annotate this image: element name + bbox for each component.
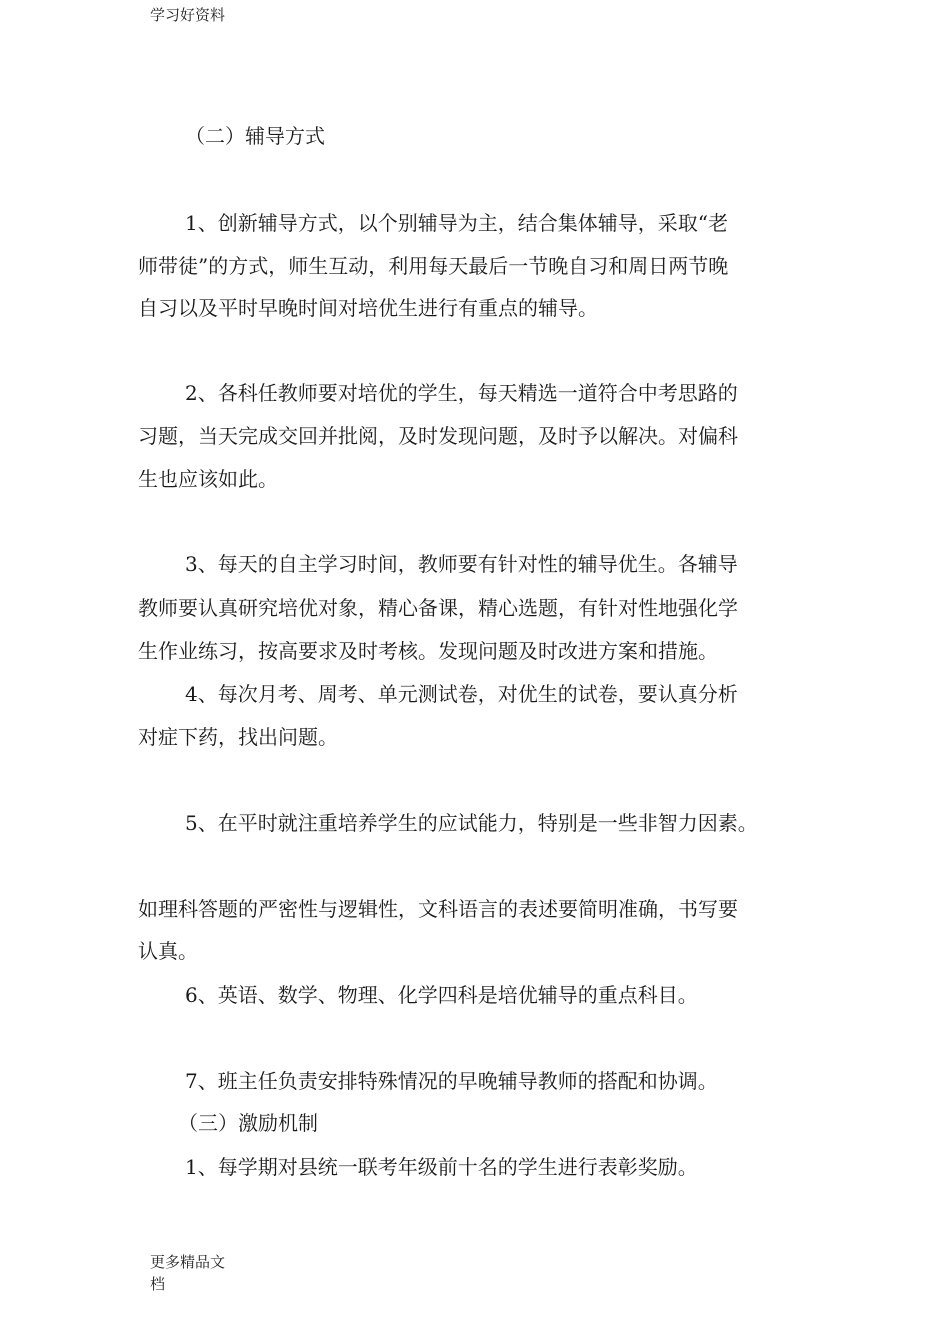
paragraph-1-line-3: 自习以及平时早晚时间对培优生进行有重点的辅导。 bbox=[138, 296, 598, 320]
paragraph-3-line-1: 3、每天的自主学习时间，教师要有针对性的辅导优生。各辅导 bbox=[185, 552, 738, 576]
paragraph-5-line-2: 如理科答题的严密性与逻辑性，文科语言的表述要简明准确，书写要 bbox=[138, 897, 738, 921]
paragraph-2-line-2: 习题，当天完成交回并批阅，及时发现问题，及时予以解决。对偏科 bbox=[138, 424, 738, 448]
page-header: 学习好资料 bbox=[150, 6, 226, 24]
page-footer bbox=[150, 1251, 250, 1295]
paragraph-1-line-1: 1、创新辅导方式，以个别辅导为主，结合集体辅导，采取“老 bbox=[185, 211, 728, 235]
paragraph-4-line-1: 4、每次月考、周考、单元测试卷，对优生的试卷，要认真分析 bbox=[185, 682, 738, 706]
paragraph-4-line-2: 对症下药，找出问题。 bbox=[138, 725, 338, 749]
section-3-paragraph-1: 1、每学期对县统一联考年级前十名的学生进行表彰奖励。 bbox=[185, 1155, 698, 1179]
paragraph-3-line-3: 生作业练习，按高要求及时考核。发现问题及时改进方案和措施。 bbox=[138, 639, 718, 663]
footer-line-1: 更多精品文 bbox=[150, 1253, 226, 1271]
section-heading-2: （二）辅导方式 bbox=[185, 124, 325, 148]
section-heading-3: （三）激励机制 bbox=[178, 1111, 318, 1135]
footer-line-2: 档 bbox=[150, 1275, 166, 1293]
paragraph-5-line-1: 5、在平时就注重培养学生的应试能力，特别是一些非智力因素。 bbox=[185, 811, 758, 835]
paragraph-7: 7、班主任负责安排特殊情况的早晚辅导教师的搭配和协调。 bbox=[185, 1069, 718, 1093]
paragraph-3-line-2: 教师要认真研究培优对象，精心备课，精心选题，有针对性地强化学 bbox=[138, 596, 738, 620]
paragraph-1-line-2: 师带徒”的方式，师生互动，利用每天最后一节晚自习和周日两节晚 bbox=[138, 254, 729, 278]
paragraph-2-line-3: 生也应该如此。 bbox=[138, 467, 278, 491]
paragraph-5-line-3: 认真。 bbox=[138, 939, 198, 963]
paragraph-2-line-1: 2、各科任教师要对培优的学生，每天精选一道符合中考思路的 bbox=[185, 381, 738, 405]
paragraph-6: 6、英语、数学、物理、化学四科是培优辅导的重点科目。 bbox=[185, 983, 698, 1007]
